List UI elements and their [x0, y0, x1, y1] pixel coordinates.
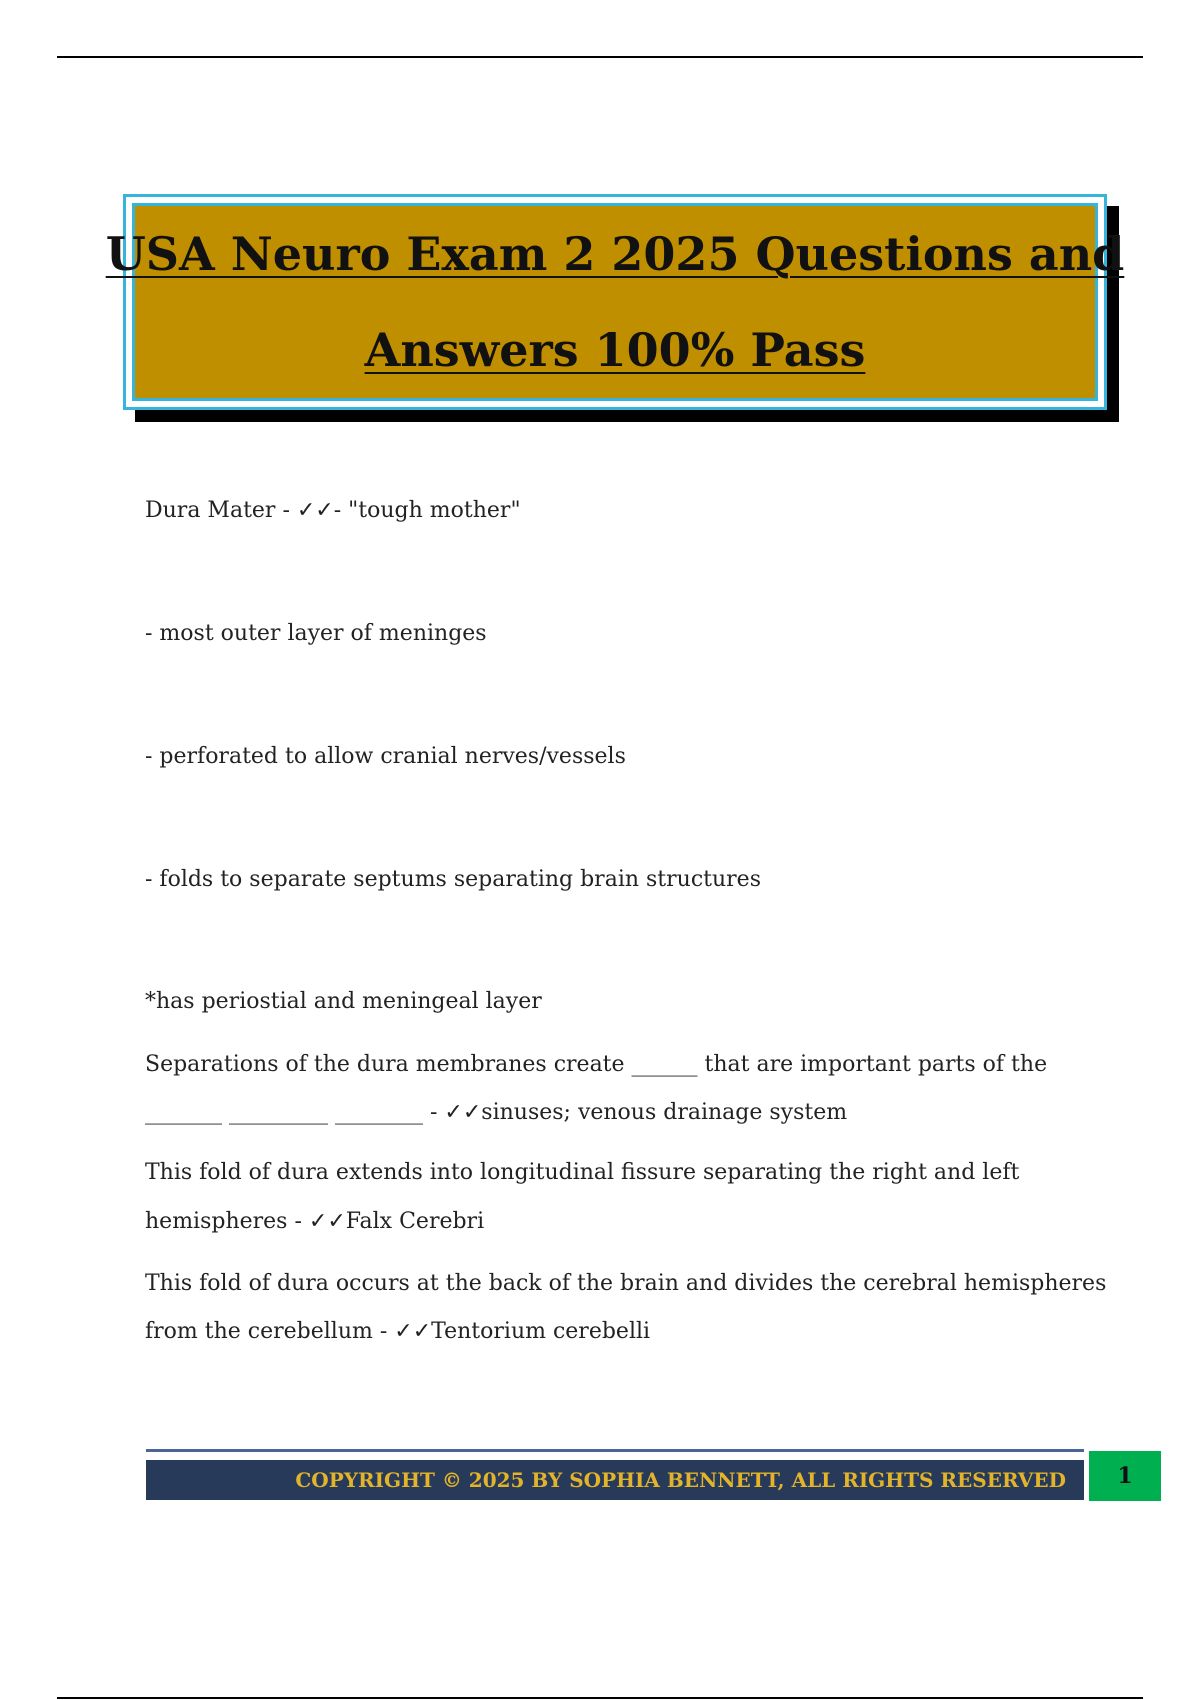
copyright-notice: COPYRIGHT © 2025 BY SOPHIA BENNETT, ALL RIGHTS RESERVED: [295, 1468, 1066, 1492]
page-number: 1: [1117, 1463, 1133, 1489]
title-fill: [105, 203, 1125, 401]
title-banner: [105, 194, 1125, 410]
bottom-rule: [57, 1697, 1143, 1699]
top-rule: [57, 56, 1143, 58]
document-title-line-2: Answers 100% Pass: [364, 323, 866, 377]
document-title-line-1: USA Neuro Exam 2 2025 Questions and: [105, 227, 1125, 281]
body-line: - folds to separate septums separating brain structures: [145, 867, 761, 892]
title-frame: [105, 194, 1125, 410]
term-dura-mater: Dura Mater - ✓✓- "tough mother": [145, 498, 521, 523]
answer-line: from the cerebellum - ✓✓Tentorium cerebelli: [145, 1319, 651, 1344]
body-line: - most outer layer of meninges: [145, 621, 487, 646]
answer-line: hemispheres - ✓✓Falx Cerebri: [145, 1209, 485, 1234]
body-line: *has periostial and meningeal layer: [145, 989, 542, 1014]
footer-rule: [146, 1449, 1084, 1452]
answer-line: _______ _________ ________ - ✓✓sinuses; venous drainage system: [145, 1100, 848, 1125]
question-line: This fold of dura occurs at the back of the brain and divides the cerebral hemispheres: [145, 1271, 1107, 1296]
question-line: Separations of the dura membranes create ______ that are important parts of the: [145, 1052, 1048, 1077]
footer-bar: [146, 1460, 1084, 1500]
page-number-badge: [1089, 1451, 1161, 1501]
question-line: This fold of dura extends into longitudinal fissure separating the right and left: [145, 1160, 1020, 1185]
body-line: - perforated to allow cranial nerves/vessels: [145, 744, 626, 769]
